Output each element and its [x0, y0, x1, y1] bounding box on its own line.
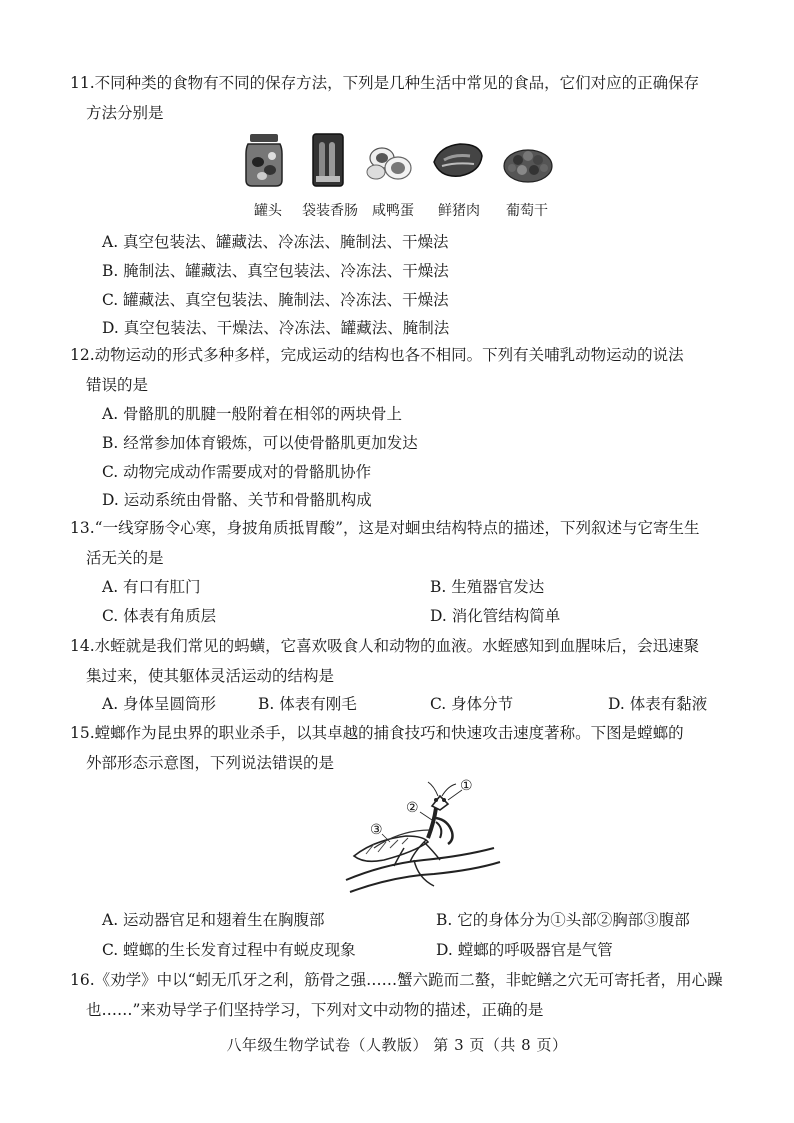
- question-11-option-d: D. 真空包装法、干燥法、冷冻法、罐藏法、腌制法: [102, 319, 450, 337]
- question-12-option-d: D. 运动系统由骨骼、关节和骨骼肌构成: [102, 491, 372, 509]
- food-label-raisins: 葡萄干: [506, 203, 548, 219]
- question-13-stem-line1: 13.“一线穿肠令心寒，身披角质抵胃酸”，这是对蛔虫结构特点的描述，下列叙述与它寄生生: [70, 519, 700, 537]
- question-12-option-c: C. 动物完成动作需要成对的骨骼肌协作: [102, 463, 372, 481]
- question-13-option-d: D. 消化管结构简单: [430, 607, 561, 625]
- question-16-stem-line1: 16.《劝学》中以“蚓无爪牙之利，筋骨之强……蟹六跪而二螯，非蛇鳝之穴无可寄托者，用心躁: [70, 971, 723, 989]
- question-14-option-c: C. 身体分节: [430, 695, 514, 713]
- marker-1: ①: [460, 778, 473, 794]
- question-16: [70, 965, 726, 1025]
- question-11-option-c: C. 罐藏法、真空包装法、腌制法、冷冻法、干燥法: [102, 291, 449, 309]
- canned-food-image: [242, 132, 286, 188]
- food-label-sausage: 袋装香肠: [302, 203, 358, 219]
- question-12-option-a: A. 骨骼肌的肌腱一般附着在相邻的两块骨上: [102, 405, 403, 423]
- question-15-option-b: B. 它的身体分为①头部②胸部③腹部: [436, 911, 690, 929]
- question-14-option-a: A. 身体呈圆筒形: [102, 695, 217, 713]
- question-14-stem-line2: 集过来，使其躯体灵活运动的结构是: [86, 667, 335, 685]
- packaged-sausage-image: [310, 132, 346, 188]
- food-label-canned: 罐头: [254, 203, 282, 219]
- question-12-stem-line1: 12.动物运动的形式多种多样，完成运动的结构也各不相同。下列有关哺乳动物运动的说法: [70, 346, 684, 364]
- question-16-stem-line2: 也……”来劝导学子们坚持学习，下列对文中动物的描述，正确的是: [86, 1001, 544, 1019]
- question-11: [70, 68, 726, 128]
- food-label-pork: 鲜猪肉: [438, 203, 480, 219]
- question-13-option-a: A. 有口有肛门: [102, 578, 201, 596]
- question-11-stem-line2: 方法分别是: [86, 104, 164, 122]
- question-13-option-c: C. 体表有角质层: [102, 607, 217, 625]
- question-14: [70, 631, 726, 691]
- question-13: [70, 513, 726, 573]
- question-14-option-b: B. 体表有刚毛: [258, 695, 357, 713]
- marker-3: ③: [370, 822, 383, 838]
- mantis-illustration: [344, 778, 504, 908]
- question-11-option-b: B. 腌制法、罐藏法、真空包装法、冷冻法、干燥法: [102, 262, 449, 280]
- question-15-option-a: A. 运动器官足和翅着生在胸腹部: [102, 911, 325, 929]
- question-15: [70, 718, 726, 778]
- question-15-stem-line2: 外部形态示意图，下列说法错误的是: [86, 754, 335, 772]
- question-12: [70, 340, 726, 400]
- marker-2: ②: [406, 800, 419, 816]
- question-14-option-d: D. 体表有黏液: [608, 695, 708, 713]
- question-13-stem-line2: 活无关的是: [86, 549, 164, 567]
- page-footer: 八年级生物学试卷（人教版） 第 3 页（共 8 页）: [226, 1036, 568, 1054]
- question-14-stem-line1: 14.水蛭就是我们常见的蚂蟥，它喜欢吸食人和动物的血液。水蛭感知到血腥味后，会迅速聚: [70, 637, 700, 655]
- fresh-pork-image: [430, 132, 486, 188]
- question-15-option-d: D. 螳螂的呼吸器官是气管: [436, 941, 613, 959]
- question-13-option-b: B. 生殖器官发达: [430, 578, 545, 596]
- question-11-option-a: A. 真空包装法、罐藏法、冷冻法、腌制法、干燥法: [102, 233, 449, 251]
- question-15-stem-line1: 15.螳螂作为昆虫界的职业杀手，以其卓越的捕食技巧和快速攻击速度著称。下图是螳螂的: [70, 724, 684, 742]
- question-12-stem-line2: 错误的是: [86, 376, 149, 394]
- food-images: [238, 132, 568, 222]
- food-label-duck-egg: 咸鸭蛋: [372, 203, 414, 219]
- raisins-image: [500, 132, 556, 188]
- question-12-option-b: B. 经常参加体育锻炼，可以使骨骼肌更加发达: [102, 434, 418, 452]
- salted-duck-egg-image: [364, 132, 418, 188]
- question-15-option-c: C. 螳螂的生长发育过程中有蜕皮现象: [102, 941, 356, 959]
- mantis-diagram: [344, 778, 504, 908]
- question-11-stem-line1: 11.不同种类的食物有不同的保存方法，下列是几种生活中常见的食品，它们对应的正确保存: [70, 74, 700, 92]
